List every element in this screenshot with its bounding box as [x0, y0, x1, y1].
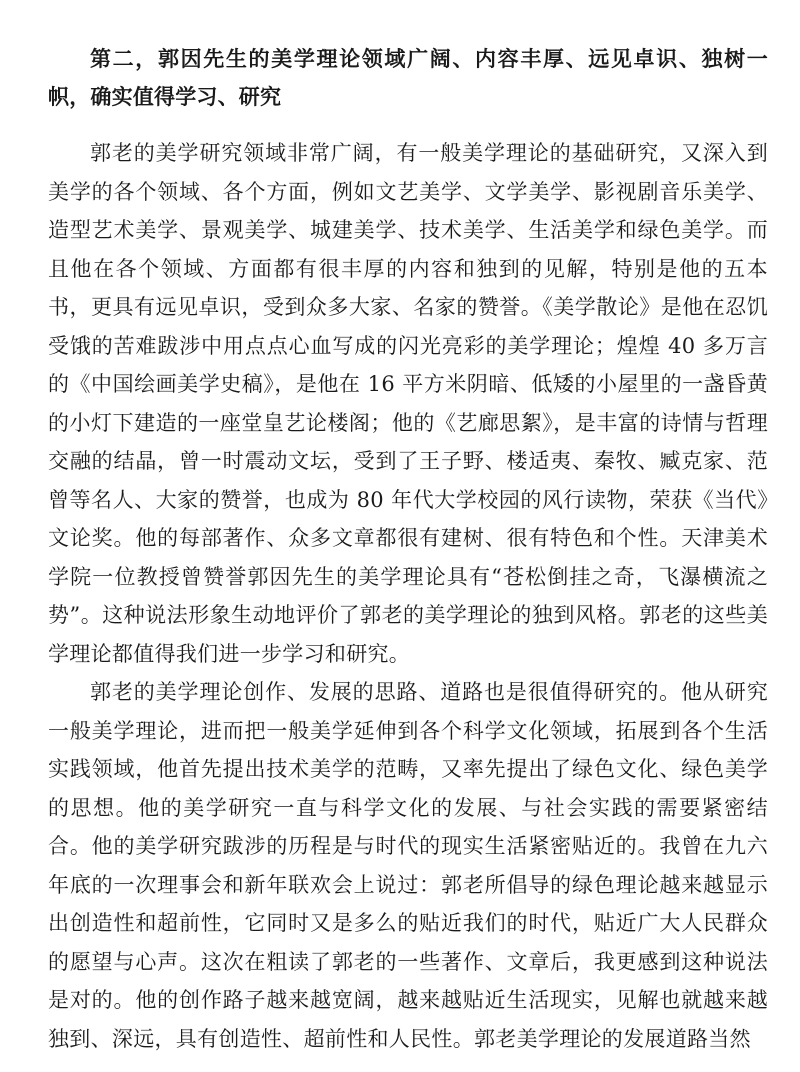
section-heading: 第二，郭因先生的美学理论领域广阔、内容丰厚、远见卓识、独树一帜，确实值得学习、研究: [48, 47, 768, 109]
paragraph-1: 郭老的美学研究领域非常广阔，有一般美学理论的基础研究，又深入到美学的各个领域、各个方面，例如文艺美学、文学美学、影视剧音乐美学、造型艺术美学、景观美学、城建美学、技术美学、生活美学和绿色美学。而且他在各个领域、方面都有很丰厚的内容和独到的见解，特别是他的五本书，更具有远见卓识，受到众多大家、名家的赞誉。《美学散论》是他在忍饥受饿的苦难跋涉中用点点心血写成的闪光亮彩的美学理论；煌煌 40 多万言的《中国绘画美学史稿》，是他在 16 平方米阴暗、低矮的小屋里的一盏昏黄的小灯下建造的一座堂皇艺论楼阁；他的《艺廊思絮》，是丰富的诗情与哲理交融的结晶，曾一时震动文坛，受到了王子野、楼适夷、秦牧、臧克家、范曾等名人、大家的赞誉，也成为 80 年代大学校园的风行读物，荣获《当代》文论奖。他的每部著作、众多文章都很有建树、很有特色和个性。天津美术学院一位教授曾赞誉郭因先生的美学理论具有“苍松倒挂之奇，飞瀑横流之势”。这种说法形象生动地评价了郭老的美学理论的独到风格。郭老的这些美学理论都值得我们进一步学习和研究。: [48, 141, 768, 666]
paragraph-2: 郭老的美学理论创作、发展的思路、道路也是很值得研究的。他从研究一般美学理论，进而把一般美学延伸到各个科学文化领域，拓展到各个生活实践领域，他首先提出技术美学的范畴，又率先提出了绿色文化、绿色美学的思想。他的美学研究一直与科学文化的发展、与社会实践的需要紧密结合。他的美学研究跋涉的历程是与时代的现实生活紧密贴近的。我曾在九六年底的一次理事会和新年联欢会上说过：郭老所倡导的绿色理论越来越显示出创造性和超前性，它同时又是多么的贴近我们的时代，贴近广大人民群众的愿望与心声。这次在粗读了郭老的一些著作、文章后，我更感到这种说法是对的。他的创作路子越来越宽阔，越来越贴近生活现实，见解也就越来越独到、深远，具有创造性、超前性和人民性。郭老美学理论的发展道路当然: [48, 680, 768, 1051]
document-page: [48, 40, 768, 1058]
